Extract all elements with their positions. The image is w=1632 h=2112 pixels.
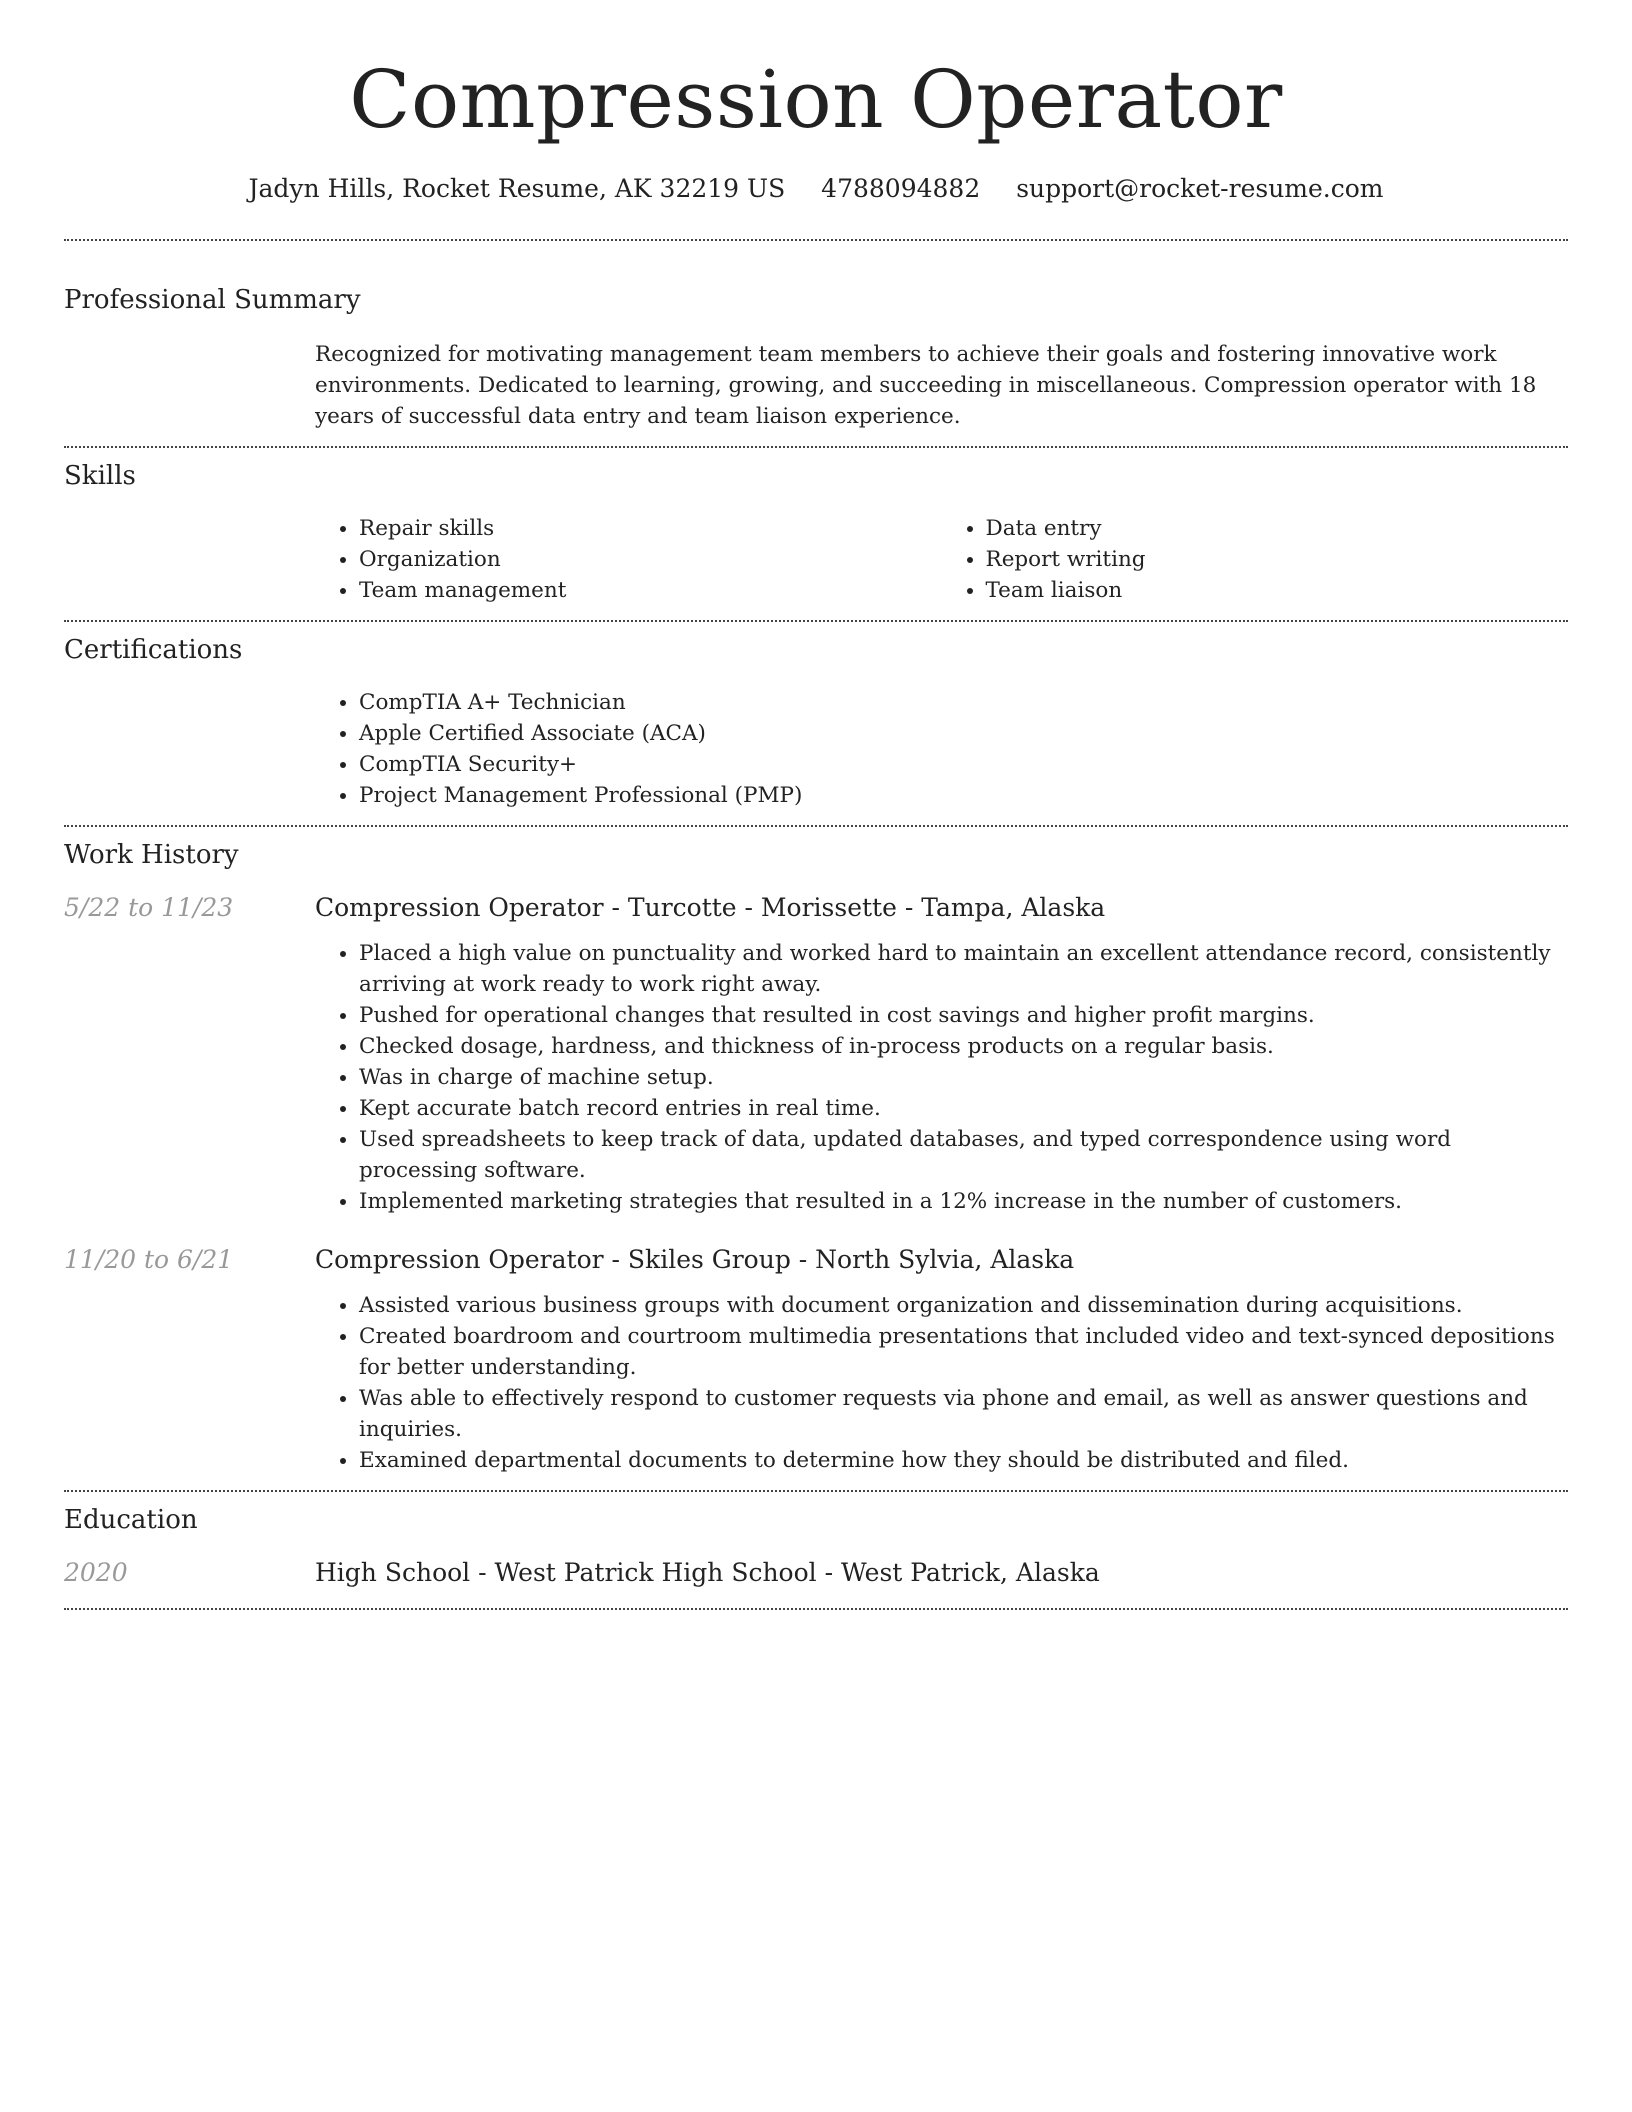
job-bullet: • Was in charge of machine setup. (359, 1062, 1568, 1093)
skill-item: • Data entry (986, 513, 1569, 544)
job-bullet: • Placed a high value on punctuality and worked hard to maintain an excellent attendance record, consistently arriving at work ready to work right away. (359, 938, 1568, 1000)
section-heading-summary: Professional Summary (64, 285, 361, 315)
job-bullet: • Implemented marketing strategies that resulted in a 12% increase in the number of customers. (359, 1186, 1568, 1217)
education-title: High School - West Patrick High School - West Patrick, Alaska (315, 1558, 1100, 1587)
education-section (64, 1492, 1568, 1608)
certifications-section (64, 622, 1568, 825)
section-heading-work: Work History (64, 840, 239, 870)
professional-summary-section (64, 241, 1568, 446)
job-title: Compression Operator - Turcotte - Morissette - Tampa, Alaska (315, 893, 1106, 922)
skill-item: • Organization (359, 544, 942, 575)
resume-title: Compression Operator (349, 53, 1283, 146)
job-bullet: • Was able to effectively respond to customer requests via phone and email, as well as answer questions and inquiries. (359, 1383, 1568, 1445)
job-bullets (315, 1290, 1568, 1476)
resume-page (64, 0, 1568, 1610)
job-bullet: • Created boardroom and courtroom multimedia presentations that included video and text-synced depositions for better understanding. (359, 1321, 1568, 1383)
job-dates: 11/20 to 6/21 (64, 1245, 234, 1274)
certification-item: • Apple Certified Associate (ACA) (359, 718, 1568, 749)
contact-email: support@rocket-resume.com (1016, 174, 1384, 203)
education-entry (64, 1556, 1568, 1608)
certification-item: • Project Management Professional (PMP) (359, 780, 1568, 811)
skills-grid (315, 513, 1568, 620)
skill-item: • Team liaison (986, 575, 1569, 606)
summary-text: Recognized for motivating management team members to achieve their goals and fostering innovative work environments. Dedicated to learning, growing, and succeeding in miscellaneous. Compression operator with 18 years of successful data entry and team liaison experience. (315, 342, 1537, 429)
skills-section (64, 448, 1568, 620)
section-heading-certifications: Certifications (64, 635, 243, 665)
certification-item: • CompTIA Security+ (359, 749, 1568, 780)
skill-item: • Team management (359, 575, 942, 606)
job-bullet: • Used spreadsheets to keep track of data, updated databases, and typed correspondence using word processing software. (359, 1124, 1568, 1186)
skills-list-right (942, 513, 1569, 606)
skill-item: • Report writing (986, 544, 1569, 575)
job-entry (64, 1243, 1568, 1490)
certifications-list (315, 687, 1568, 811)
education-year: 2020 (64, 1558, 128, 1587)
skill-item: • Repair skills (359, 513, 942, 544)
contact-address: Jadyn Hills, Rocket Resume, AK 32219 US (248, 174, 786, 203)
job-body (315, 1243, 1568, 1490)
job-title: Compression Operator - Skiles Group - North Sylvia, Alaska (315, 1245, 1075, 1274)
job-bullet: • Kept accurate batch record entries in real time. (359, 1093, 1568, 1124)
job-bullet: • Assisted various business groups with document organization and dissemination during acquisitions. (359, 1290, 1568, 1321)
job-bullet: • Pushed for operational changes that resulted in cost savings and higher profit margins. (359, 1000, 1568, 1031)
job-dates: 5/22 to 11/23 (64, 893, 234, 922)
section-heading-skills: Skills (64, 461, 136, 491)
skills-list-left (315, 513, 942, 606)
work-history-section (64, 827, 1568, 1490)
job-bullet: • Checked dosage, hardness, and thickness of in-process products on a regular basis. (359, 1031, 1568, 1062)
job-entry (64, 891, 1568, 1217)
contact-line (64, 172, 1568, 206)
section-heading-education: Education (64, 1505, 198, 1535)
certifications-list-wrap (315, 687, 1568, 825)
job-body (315, 891, 1568, 1217)
job-bullet: • Examined departmental documents to determine how they should be distributed and filed. (359, 1445, 1568, 1476)
certification-item: • CompTIA A+ Technician (359, 687, 1568, 718)
section-divider (64, 1608, 1568, 1610)
contact-phone: 4788094882 (821, 174, 981, 203)
job-bullets (315, 938, 1568, 1217)
